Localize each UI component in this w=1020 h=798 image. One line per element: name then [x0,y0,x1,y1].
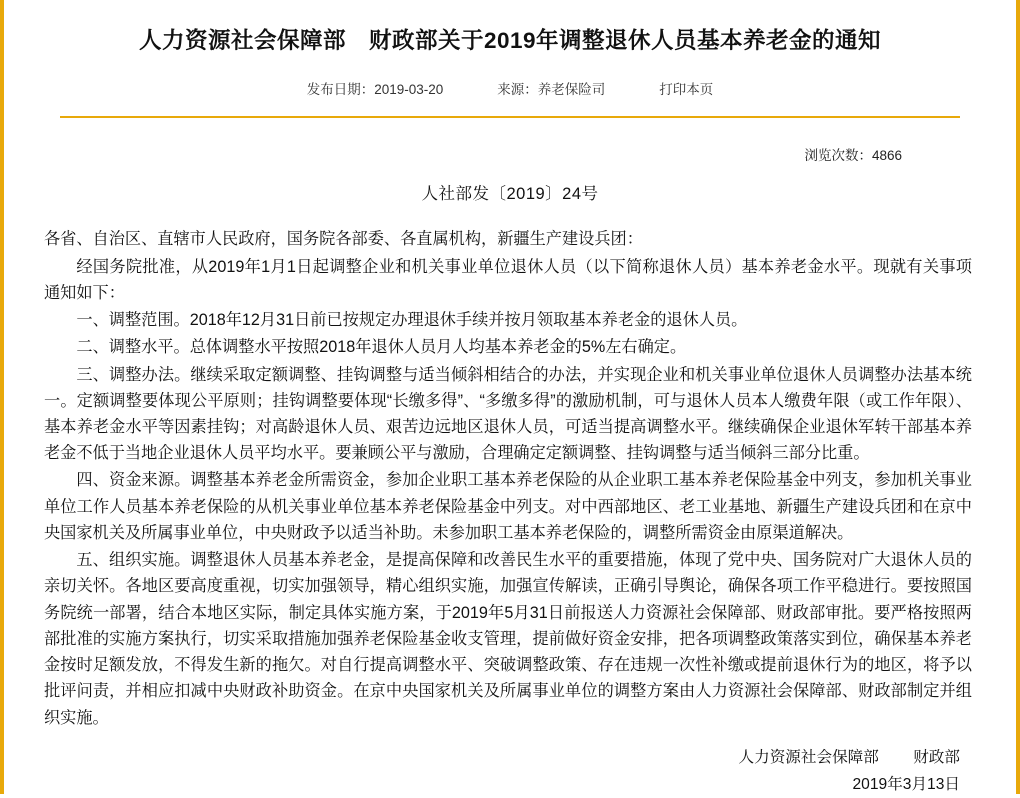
paragraph-level: 二、调整水平。总体调整水平按照2018年退休人员月人均基本养老金的5%左右确定。 [76,338,687,357]
header-divider [60,116,960,118]
paragraph-scope: 一、调整范围。2018年12月31日前已按规定办理退休手续并按月领取基本养老金的退休人员。 [76,311,748,330]
document-number: 人社部发〔2019〕24号 [421,185,599,204]
signature-org-1: 人力资源社会保障部 [738,748,879,766]
publish-date: 发布日期：2019-03-20 [306,82,444,98]
signature-date: 2019年3月13日 [852,775,960,793]
print-page-link[interactable]: 打印本页 [659,82,714,98]
paragraph-intro: 经国务院批准，从2019年1月1日起调整企业和机关事业单位退休人员（以下简称退休人员）基本养老金水平。现就有关事项通知如下： [44,257,972,302]
document-header [4,0,1016,204]
document-body [4,226,1016,730]
signature-org-2: 财政部 [913,748,960,766]
signature-block [4,745,1016,798]
source-label: 来源：养老保险司 [497,82,606,98]
paragraph-addressee: 各省、自治区、直辖市人民政府，国务院各部委、各直属机构，新疆生产建设兵团： [44,230,643,249]
paragraph-method: 三、调整办法。继续采取定额调整、挂钩调整与适当倾斜相结合的办法，并实现企业和机关事业单位退休人员调整办法基本统一。定额调整要体现公平原则；挂钩调整要体现“长缴多得”、“多缴多得”的激励机制，可与退休人员本人缴费年限（或工作年限）、基本养老金水平等因素挂钩；对高龄退休人员、艰苦边远地区退休人员，可适当提高调整水平。继续确保企业退休军转干部基本养老金不低于当地企业退休人员平均水平。要兼顾公平与激励，合理确定定额调整、挂钩调整与适当倾斜三部分比重。 [44,365,972,463]
document-meta-row [60,78,960,98]
page-title: 人力资源社会保障部 财政部关于2019年调整退休人员基本养老金的通知 [138,28,882,53]
view-count: 浏览次数：4866 [804,148,902,164]
signature-organizations [4,745,960,772]
paragraph-funding: 四、资金来源。调整基本养老金所需资金，参加企业职工基本养老保险的从企业职工基本养老保险基金中列支，参加机关事业单位工作人员基本养老保险的从机关事业单位基本养老保险基金中列支。对中西部地区、老工业基地、新疆生产建设兵团和在京中央国家机关及所属事业单位，中央财政予以适当补助。未参加职工基本养老保险的，调整所需资金由原渠道解决。 [44,471,972,542]
paragraph-implementation: 五、组织实施。调整退休人员基本养老金，是提高保障和改善民生水平的重要措施，体现了党中央、国务院对广大退休人员的亲切关怀。各地区要高度重视，切实加强领导，精心组织实施，加强宣传解读，正确引导舆论，确保各项工作平稳进行。要按照国务院统一部署，结合本地区实际，制定具体实施方案，于2019年5月31日前报送人力资源社会保障部、财政部审批。要严格按照两部批准的实施方案执行，切实采取措施加强养老保险基金收支管理，提前做好资金安排，把各项调整政策落实到位，确保基本养老金按时足额发放，不得发生新的拖欠。对自行提高调整水平、突破调整政策、存在违规一次性补缴或提前退休行为的地区，将予以批评问责，并相应扣减中央财政补助资金。在京中央国家机关及所属事业单位的调整方案由人力资源社会保障部、财政部制定并组织实施。 [44,551,972,727]
